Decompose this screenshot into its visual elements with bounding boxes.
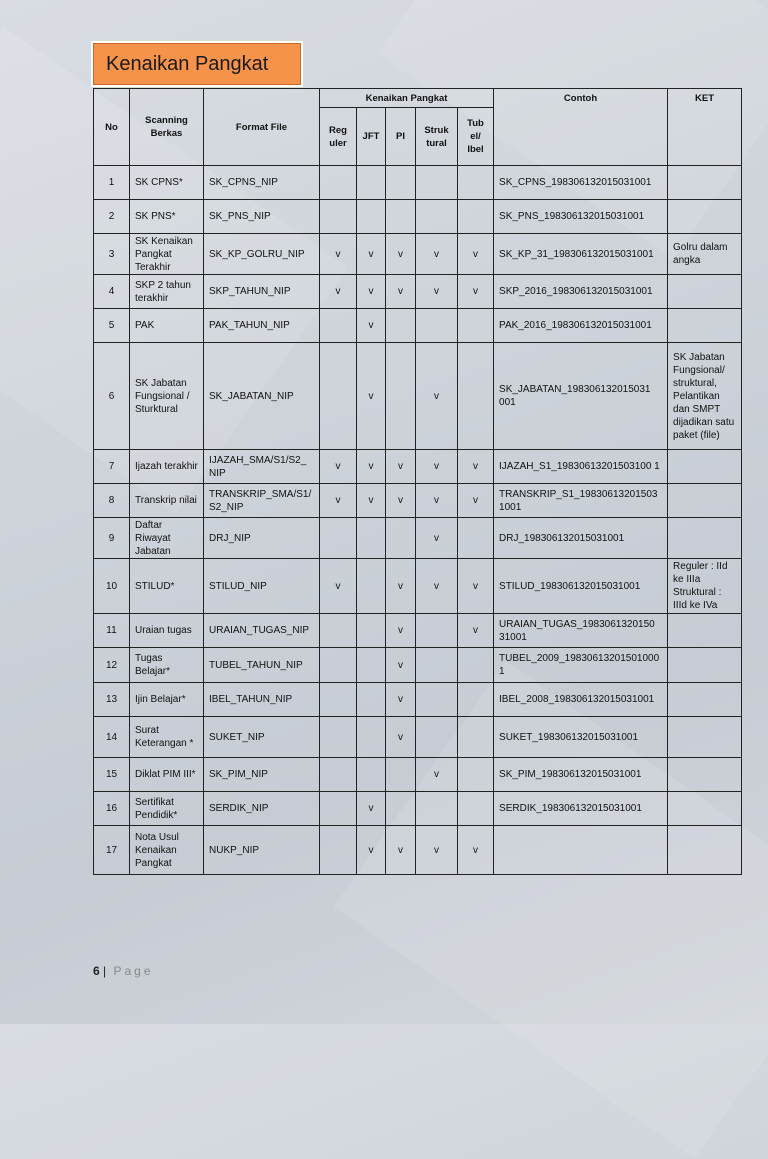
format-file-cell: URAIAN_TUGAS_NIP	[204, 614, 320, 648]
header-group: Kenaikan Pangkat	[320, 89, 494, 108]
table-row	[94, 826, 742, 875]
struktural-mark: v	[416, 234, 458, 275]
reguler-mark	[320, 166, 357, 200]
jft-mark	[357, 614, 386, 648]
pi-mark	[386, 758, 416, 792]
format-file-cell: NUKP_NIP	[204, 826, 320, 875]
tubel-mark: v	[458, 234, 494, 275]
scanning-berkas-cell: Sertifikat Pendidik*	[130, 792, 204, 826]
scanning-berkas-cell: SK PNS*	[130, 200, 204, 234]
ket-cell	[668, 450, 742, 484]
jft-mark	[357, 648, 386, 683]
pi-mark	[386, 518, 416, 559]
pi-mark: v	[386, 717, 416, 758]
tubel-mark: v	[458, 484, 494, 518]
reguler-mark	[320, 758, 357, 792]
row-number: 6	[94, 343, 130, 450]
format-file-cell: IBEL_TAHUN_NIP	[204, 683, 320, 717]
ket-cell	[668, 166, 742, 200]
row-number: 16	[94, 792, 130, 826]
row-number: 11	[94, 614, 130, 648]
header-ket: KET	[668, 89, 742, 166]
ket-cell	[668, 309, 742, 343]
jft-mark: v	[357, 826, 386, 875]
pi-mark	[386, 166, 416, 200]
struktural-mark: v	[416, 484, 458, 518]
jft-mark	[357, 518, 386, 559]
pi-mark	[386, 343, 416, 450]
ket-cell	[668, 792, 742, 826]
struktural-mark	[416, 166, 458, 200]
contoh-cell: PAK_2016_198306132015031001	[494, 309, 668, 343]
page-separator: |	[103, 964, 107, 978]
tubel-mark	[458, 758, 494, 792]
scanning-berkas-cell: Tugas Belajar*	[130, 648, 204, 683]
format-file-cell: TUBEL_TAHUN_NIP	[204, 648, 320, 683]
ket-cell	[668, 518, 742, 559]
jft-mark	[357, 559, 386, 614]
jft-mark: v	[357, 275, 386, 309]
contoh-cell: SKP_2016_198306132015031001	[494, 275, 668, 309]
pi-mark	[386, 792, 416, 826]
header-scanning: Scanning Berkas	[130, 89, 204, 166]
tubel-mark	[458, 200, 494, 234]
ket-cell	[668, 717, 742, 758]
contoh-cell: URAIAN_TUGAS_1983061320150 31001	[494, 614, 668, 648]
tubel-mark	[458, 166, 494, 200]
row-number: 4	[94, 275, 130, 309]
scanning-berkas-cell: PAK	[130, 309, 204, 343]
reguler-mark	[320, 648, 357, 683]
pi-mark: v	[386, 826, 416, 875]
format-file-cell: IJAZAH_SMA/S1/S2_ NIP	[204, 450, 320, 484]
format-file-cell: PAK_TAHUN_NIP	[204, 309, 320, 343]
jft-mark	[357, 717, 386, 758]
jft-mark	[357, 166, 386, 200]
jft-mark	[357, 758, 386, 792]
page-footer	[93, 964, 154, 978]
scanning-berkas-cell: Daftar Riwayat Jabatan	[130, 518, 204, 559]
contoh-cell: IJAZAH_S1_19830613201503100 1	[494, 450, 668, 484]
reguler-mark	[320, 518, 357, 559]
ket-cell	[668, 826, 742, 875]
row-number: 2	[94, 200, 130, 234]
struktural-mark: v	[416, 450, 458, 484]
scanning-berkas-cell: Uraian tugas	[130, 614, 204, 648]
format-file-cell: TRANSKRIP_SMA/S1/ S2_NIP	[204, 484, 320, 518]
tubel-mark: v	[458, 614, 494, 648]
header-no: No	[94, 89, 130, 166]
scanning-berkas-cell: Nota Usul Kenaikan Pangkat	[130, 826, 204, 875]
scanning-berkas-cell: SKP 2 tahun terakhir	[130, 275, 204, 309]
page-number: 6	[93, 964, 100, 978]
struktural-mark	[416, 309, 458, 343]
jft-mark	[357, 200, 386, 234]
pi-mark	[386, 200, 416, 234]
struktural-mark	[416, 648, 458, 683]
table-row	[94, 200, 742, 234]
scanning-berkas-cell: Ijazah terakhir	[130, 450, 204, 484]
reguler-mark	[320, 614, 357, 648]
struktural-mark: v	[416, 275, 458, 309]
row-number: 3	[94, 234, 130, 275]
header-format: Format File	[204, 89, 320, 166]
tubel-mark: v	[458, 450, 494, 484]
row-number: 10	[94, 559, 130, 614]
row-number: 12	[94, 648, 130, 683]
contoh-cell	[494, 826, 668, 875]
struktural-mark	[416, 614, 458, 648]
pi-mark: v	[386, 683, 416, 717]
contoh-cell: DRJ_198306132015031001	[494, 518, 668, 559]
ket-cell	[668, 275, 742, 309]
table-row	[94, 717, 742, 758]
table-row	[94, 792, 742, 826]
pi-mark: v	[386, 484, 416, 518]
tubel-mark	[458, 792, 494, 826]
jft-mark: v	[357, 234, 386, 275]
jft-mark: v	[357, 484, 386, 518]
contoh-cell: IBEL_2008_198306132015031001	[494, 683, 668, 717]
page-label: Page	[113, 964, 154, 978]
row-number: 5	[94, 309, 130, 343]
row-number: 9	[94, 518, 130, 559]
jft-mark: v	[357, 309, 386, 343]
pi-mark	[386, 309, 416, 343]
format-file-cell: SK_PIM_NIP	[204, 758, 320, 792]
contoh-cell: STILUD_198306132015031001	[494, 559, 668, 614]
tubel-mark	[458, 683, 494, 717]
reguler-mark: v	[320, 234, 357, 275]
table-row	[94, 758, 742, 792]
contoh-cell: SK_KP_31_198306132015031001	[494, 234, 668, 275]
page-title: Kenaikan Pangkat	[93, 43, 301, 85]
header-contoh: Contoh	[494, 89, 668, 166]
table-row	[94, 450, 742, 484]
contoh-cell: SK_JABATAN_198306132015031 001	[494, 343, 668, 450]
table-row	[94, 275, 742, 309]
ket-cell: SK Jabatan Fungsional/ struktural, Pelantikan dan SMPT dijadikan satu paket (file)	[668, 343, 742, 450]
contoh-cell: SK_CPNS_198306132015031001	[494, 166, 668, 200]
contoh-cell: SUKET_198306132015031001	[494, 717, 668, 758]
ket-cell: Reguler : IId ke IIIa Struktural : IIId ke IVa	[668, 559, 742, 614]
document-table	[93, 88, 742, 875]
pi-mark: v	[386, 614, 416, 648]
pi-mark: v	[386, 648, 416, 683]
pi-mark: v	[386, 275, 416, 309]
row-number: 7	[94, 450, 130, 484]
format-file-cell: SK_CPNS_NIP	[204, 166, 320, 200]
contoh-cell: SERDIK_198306132015031001	[494, 792, 668, 826]
scanning-berkas-cell: SK CPNS*	[130, 166, 204, 200]
table-row	[94, 559, 742, 614]
reguler-mark: v	[320, 275, 357, 309]
scanning-berkas-cell: Ijin Belajar*	[130, 683, 204, 717]
header-pi: PI	[386, 108, 416, 166]
struktural-mark: v	[416, 518, 458, 559]
tubel-mark: v	[458, 826, 494, 875]
ket-cell	[668, 484, 742, 518]
scanning-berkas-cell: SK Kenaikan Pangkat Terakhir	[130, 234, 204, 275]
contoh-cell: SK_PNS_198306132015031001	[494, 200, 668, 234]
pi-mark: v	[386, 234, 416, 275]
format-file-cell: STILUD_NIP	[204, 559, 320, 614]
struktural-mark	[416, 792, 458, 826]
struktural-mark	[416, 717, 458, 758]
table-row	[94, 648, 742, 683]
format-file-cell: DRJ_NIP	[204, 518, 320, 559]
ket-cell: Golru dalam angka	[668, 234, 742, 275]
struktural-mark	[416, 683, 458, 717]
reguler-mark: v	[320, 484, 357, 518]
table-row	[94, 518, 742, 559]
scanning-berkas-cell: Surat Keterangan *	[130, 717, 204, 758]
table-row	[94, 234, 742, 275]
header-tubel: Tub el/ Ibel	[458, 108, 494, 166]
pi-mark: v	[386, 450, 416, 484]
jft-mark: v	[357, 343, 386, 450]
table-row	[94, 484, 742, 518]
reguler-mark	[320, 200, 357, 234]
ket-cell	[668, 648, 742, 683]
reguler-mark: v	[320, 559, 357, 614]
ket-cell	[668, 758, 742, 792]
reguler-mark	[320, 792, 357, 826]
tubel-mark	[458, 518, 494, 559]
tubel-mark: v	[458, 559, 494, 614]
table-row	[94, 683, 742, 717]
format-file-cell: SK_KP_GOLRU_NIP	[204, 234, 320, 275]
tubel-mark	[458, 343, 494, 450]
scanning-berkas-cell: Diklat PIM III*	[130, 758, 204, 792]
struktural-mark	[416, 200, 458, 234]
format-file-cell: SKP_TAHUN_NIP	[204, 275, 320, 309]
ket-cell	[668, 200, 742, 234]
tubel-mark	[458, 717, 494, 758]
jft-mark	[357, 683, 386, 717]
reguler-mark	[320, 309, 357, 343]
row-number: 8	[94, 484, 130, 518]
scanning-berkas-cell: SK Jabatan Fungsional / Sturktural	[130, 343, 204, 450]
table-row	[94, 309, 742, 343]
format-file-cell: SK_JABATAN_NIP	[204, 343, 320, 450]
header-struktural: Struk tural	[416, 108, 458, 166]
reguler-mark	[320, 717, 357, 758]
table-row	[94, 166, 742, 200]
tubel-mark: v	[458, 275, 494, 309]
scanning-berkas-cell: Transkrip nilai	[130, 484, 204, 518]
pi-mark: v	[386, 559, 416, 614]
format-file-cell: SUKET_NIP	[204, 717, 320, 758]
reguler-mark	[320, 826, 357, 875]
tubel-mark	[458, 309, 494, 343]
struktural-mark: v	[416, 559, 458, 614]
ket-cell	[668, 614, 742, 648]
header-reguler: Reg uler	[320, 108, 357, 166]
tubel-mark	[458, 648, 494, 683]
row-number: 15	[94, 758, 130, 792]
row-number: 14	[94, 717, 130, 758]
jft-mark: v	[357, 792, 386, 826]
ket-cell	[668, 683, 742, 717]
row-number: 1	[94, 166, 130, 200]
format-file-cell: SK_PNS_NIP	[204, 200, 320, 234]
jft-mark: v	[357, 450, 386, 484]
struktural-mark: v	[416, 343, 458, 450]
table-row	[94, 343, 742, 450]
scanning-berkas-cell: STILUD*	[130, 559, 204, 614]
row-number: 17	[94, 826, 130, 875]
format-file-cell: SERDIK_NIP	[204, 792, 320, 826]
row-number: 13	[94, 683, 130, 717]
header-jft: JFT	[357, 108, 386, 166]
reguler-mark	[320, 343, 357, 450]
struktural-mark: v	[416, 758, 458, 792]
contoh-cell: TRANSKRIP_S1_19830613201503 1001	[494, 484, 668, 518]
struktural-mark: v	[416, 826, 458, 875]
contoh-cell: TUBEL_2009_19830613201501000 1	[494, 648, 668, 683]
reguler-mark	[320, 683, 357, 717]
table-row	[94, 614, 742, 648]
reguler-mark: v	[320, 450, 357, 484]
contoh-cell: SK_PIM_198306132015031001	[494, 758, 668, 792]
